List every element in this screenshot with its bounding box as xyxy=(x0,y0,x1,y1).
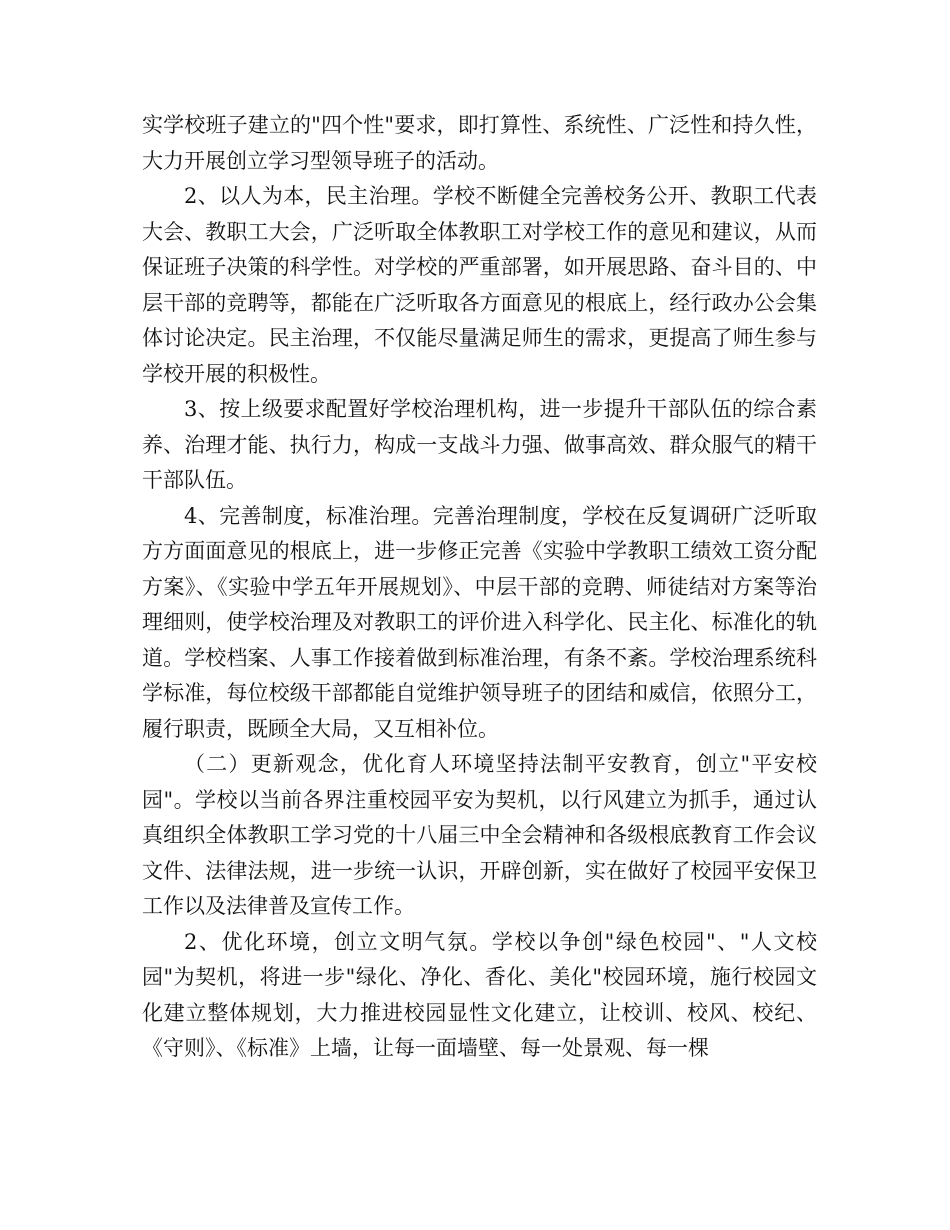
paragraph-2: 2、以人为本，民主治理。学校不断健全完善校务公开、教职工代表大会、教职工大会，广泛听取全体教职工对学校工作的意见和建议，从而保证班子决策的科学性。对学校的严重部署，如开展思路、奋斗目的、中层干部的竞聘等，都能在广泛听取各方面意见的根底上，经行政办公会集体讨论决定。民主治理，不仅能尽量满足师生的需求，更提高了师生参与学校开展的积极性。 xyxy=(142,184,817,386)
document-body xyxy=(142,108,817,1067)
paragraph-6: 2、优化环境，创立文明气氛。学校以争创"绿色校园"、"人文校园"为契机，将进一步"绿化、净化、香化、美化"校园环境，施行校园文化建立整体规划，大力推进校园显性文化建立，让校训、校风、校纪、《守则》、《标准》上墙，让每一面墙壁、每一处景观、每一棵 xyxy=(142,929,817,1060)
paragraph-1: 实学校班子建立的"四个性"要求，即打算性、系统性、广泛性和持久性，大力开展创立学习型领导班子的活动。 xyxy=(142,113,817,173)
paragraph-4: 4、完善制度，标准治理。完善治理制度，学校在反复调研广泛听取方方面面意见的根底上，进一步修正完善《实验中学教职工绩效工资分配方案》、《实验中学五年开展规划》、中层干部的竞聘、师徒结对方案等治理细则，使学校治理及对教职工的评价进入科学化、民主化、标准化的轨道。学校档案、人事工作接着做到标准治理，有条不紊。学校治理系统科学标准，每位校级干部都能自觉维护领导班子的团结和威信，依照分工，履行职责，既顾全大局，又互相补位。 xyxy=(142,503,817,741)
paragraph-5: （二）更新观念，优化育人环境坚持法制平安教育，创立"平安校园"。学校以当前各界注重校园平安为契机，以行风建立为抓手，通过认真组织全体教职工学习党的十八届三中全会精神和各级根底教育工作会议文件、法律法规，进一步统一认识，开辟创新，实在做好了校园平安保卫工作以及法律普及宣传工作。 xyxy=(142,752,817,918)
paragraph-3: 3、按上级要求配置好学校治理机构，进一步提升干部队伍的综合素养、治理才能、执行力，构成一支战斗力强、做事高效、群众服气的精干干部队伍。 xyxy=(142,397,817,492)
